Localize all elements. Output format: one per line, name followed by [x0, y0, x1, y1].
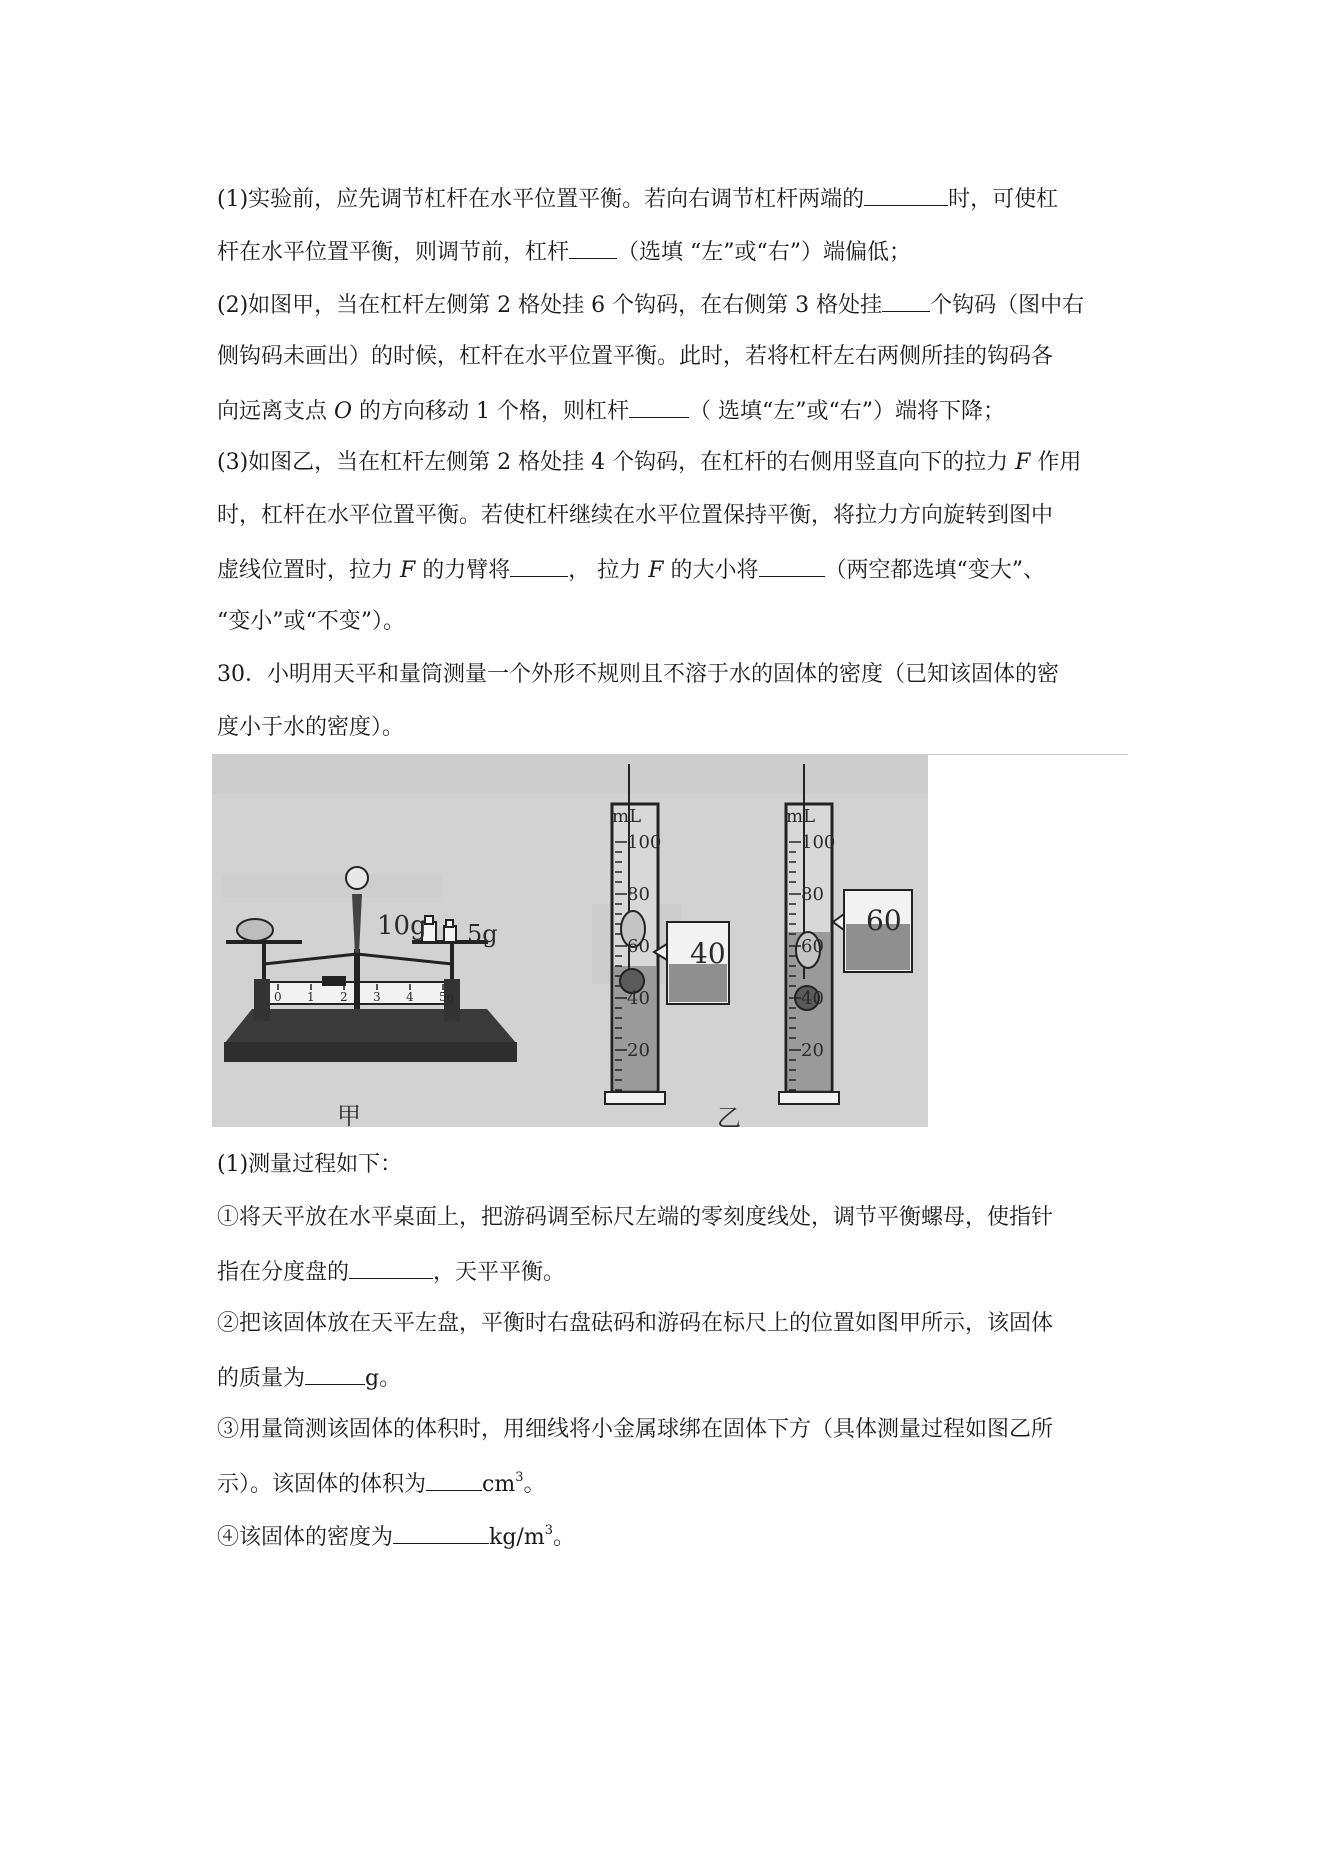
label-jia: 甲	[337, 1102, 361, 1127]
force-F-label: F	[1015, 450, 1031, 475]
cylinder-mark-label: 20	[627, 1040, 650, 1061]
answer-blank[interactable]	[629, 395, 689, 418]
reading-left: 40	[690, 937, 726, 970]
q29-p2-line3	[217, 395, 1117, 427]
text: g。	[365, 1366, 402, 1391]
solid-object	[237, 919, 273, 941]
scale-tick-label: 3	[373, 990, 381, 1004]
q30-step1-line1: ①将天平放在水平桌面上，把游码调至标尺左端的零刻度线处，调节平衡螺母，使指针	[217, 1205, 1054, 1230]
text: （选填 “左”或“右”）端偏低；	[617, 240, 911, 265]
text: 的方向移动 1 个格，则杠杆	[352, 399, 630, 424]
q30-step1-line2	[217, 1256, 1117, 1288]
text: 的大小将	[663, 558, 759, 583]
q30-step2-line2	[217, 1362, 1117, 1394]
text: 的力臂将	[415, 558, 511, 583]
cylinder-mark-label: 100	[627, 832, 662, 853]
q30-sub1-title: (1)测量过程如下：	[217, 1152, 403, 1177]
cylinder-mark-label: 20	[801, 1040, 824, 1061]
force-F-label: F	[400, 558, 416, 583]
label-yi: 乙	[717, 1104, 741, 1127]
text: （ 选填“左”或“右”）端将下降；	[689, 399, 1006, 424]
text: ， 拉力	[568, 558, 649, 583]
text: 。	[552, 1525, 575, 1550]
text: 指在分度盘的	[217, 1260, 350, 1285]
q29-p1-line1	[217, 183, 1117, 215]
answer-blank[interactable]	[305, 1362, 365, 1385]
q29-p3-line2: 时，杠杆在水平位置平衡。若使杠杆继续在水平位置保持平衡，将拉力方向旋转到图中	[217, 503, 1054, 528]
cylinder-mark-label: 80	[627, 884, 650, 905]
q30-step3-line2	[217, 1468, 1117, 1500]
text: (1)实验前，应先调节杠杆在水平位置平衡。若向右调节杠杆两端的	[217, 187, 865, 212]
q29-p3-line1	[217, 448, 1117, 478]
cylinder-mark-label: 60	[801, 936, 824, 957]
q29-p3-line4: “变小”或“不变”）。	[217, 609, 405, 634]
text: 虚线位置时，拉力	[217, 558, 400, 583]
text: cm	[482, 1472, 516, 1497]
q29-p1-line2	[217, 236, 1117, 268]
answer-blank[interactable]	[569, 236, 617, 259]
weight-5g	[444, 926, 456, 942]
cylinder-mark-label: 80	[801, 884, 824, 905]
scale-tick-label: 5g	[439, 990, 455, 1004]
reading-right: 60	[866, 904, 902, 937]
q30-stem-line2: 度小于水的密度）。	[217, 715, 405, 740]
cyl-right-unit: mL	[786, 806, 816, 827]
scale-tick-label: 2	[340, 990, 348, 1004]
text: (3)如图乙，当在杠杆左侧第 2 格处挂 4 个钩码，在杠杆的右侧用竖直向下的拉力	[217, 450, 1016, 475]
scale-tick-label: 4	[406, 990, 414, 1004]
answer-blank[interactable]	[864, 183, 948, 206]
superscript: 3	[544, 1522, 553, 1538]
text: (2)如图甲，当在杠杆左侧第 2 格处挂 6 个钩码，在右侧第 3 格处挂	[217, 293, 883, 318]
text: 杆在水平位置平衡，则调节前，杠杆	[217, 240, 570, 265]
q30-stem-line1: 30．小明用天平和量筒测量一个外形不规则且不溶于水的固体的密度（已知该固体的密	[217, 662, 1059, 687]
q30-step2-line1: ②把该固体放在天平左盘，平衡时右盘砝码和游码在标尺上的位置如图甲所示，该固体	[217, 1311, 1054, 1336]
q30-step3-line1: ③用量筒测该固体的体积时，用细线将小金属球绑在固体下方（具体测量过程如图乙所	[217, 1417, 1054, 1442]
answer-blank[interactable]	[426, 1468, 482, 1491]
weight-5g-label: 5g	[467, 920, 498, 948]
cylinder-mark-label: 100	[801, 832, 836, 853]
cylinder-mark-label: 40	[627, 988, 650, 1009]
cylinder-mark-label: 40	[801, 988, 824, 1009]
text: 个钩码（图中右	[930, 293, 1085, 318]
text: ④该固体的密度为	[217, 1525, 394, 1550]
answer-blank[interactable]	[759, 554, 825, 577]
answer-blank[interactable]	[882, 289, 930, 312]
cylinder-mark-label: 60	[627, 936, 650, 957]
scale-tick-label: 0	[274, 990, 282, 1004]
figure-svg	[212, 754, 928, 1127]
rider-marker	[322, 976, 346, 986]
text: kg/m	[489, 1525, 545, 1550]
text: 作用	[1030, 450, 1082, 475]
weight-10g-label: 10g	[377, 911, 427, 941]
text: 向远离支点	[217, 399, 334, 424]
q30-step4	[217, 1521, 1117, 1553]
answer-blank[interactable]	[393, 1521, 489, 1544]
scale-tick-label: 1	[307, 990, 315, 1004]
force-F-label: F	[648, 558, 664, 583]
answer-blank[interactable]	[349, 1256, 433, 1279]
text: 示）。该固体的体积为	[217, 1472, 427, 1497]
q29-p2-line1	[217, 289, 1117, 321]
text: 时，可使杠	[948, 187, 1059, 212]
text: ，天平平衡。	[433, 1260, 566, 1285]
text: 。	[523, 1472, 546, 1497]
text: 的质量为	[217, 1366, 306, 1391]
superscript: 3	[515, 1469, 524, 1485]
experiment-figure	[212, 754, 928, 1127]
q29-p2-line2: 侧钩码未画出）的时候，杠杆在水平位置平衡。此时，若将杠杆左右两侧所挂的钩码各	[217, 344, 1054, 369]
q29-p3-line3	[217, 554, 1117, 586]
cyl-left-unit: mL	[612, 806, 642, 827]
answer-blank[interactable]	[510, 554, 568, 577]
point-O-label: O	[334, 399, 353, 424]
text: （两空都选填“变大”、	[824, 558, 1046, 583]
